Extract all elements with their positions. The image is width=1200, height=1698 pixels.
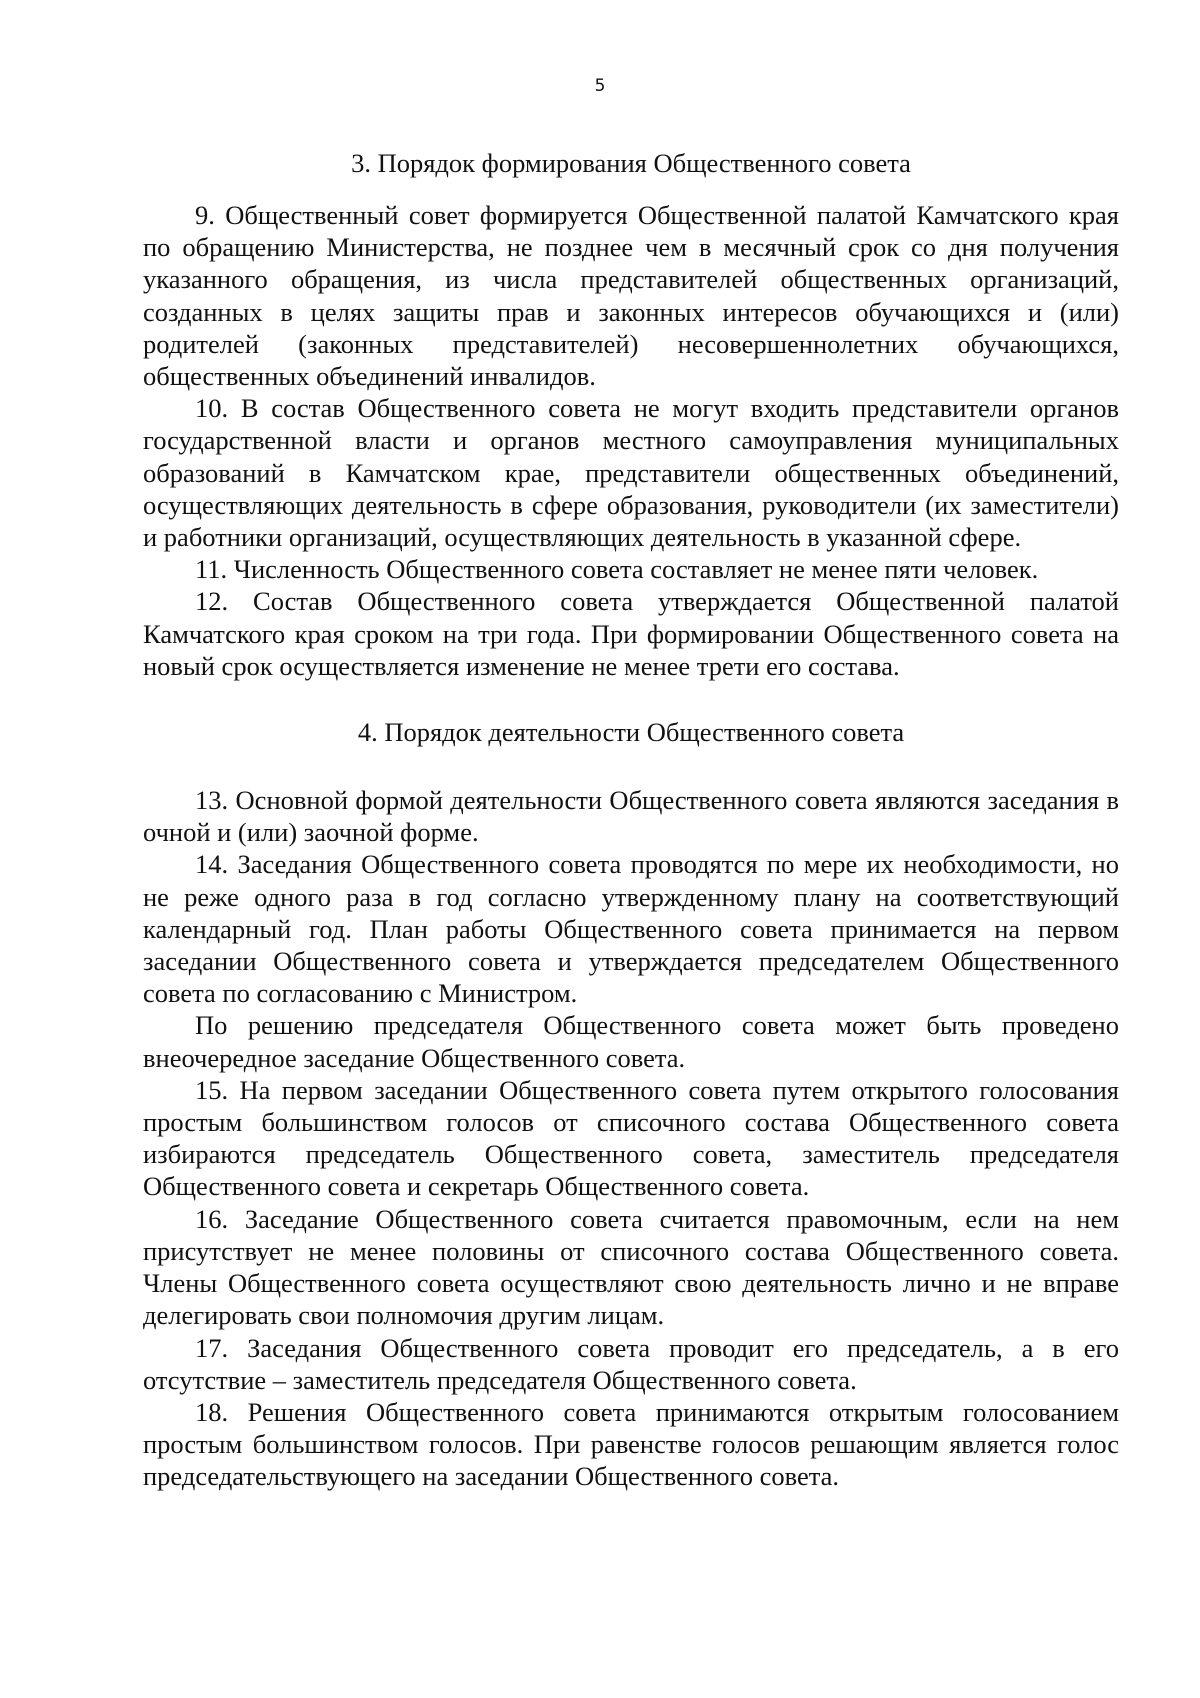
- paragraph-14-continuation: По решению председателя Общественного совета может быть проведено внеочередное заседание Общественного совета.: [143, 1010, 1119, 1073]
- document-body: [143, 147, 1119, 1493]
- paragraph-12: 12. Состав Общественного совета утверждается Общественной палатой Камчатского края сроком на три года. При формировании Общественного совета на новый срок осуществляется изменение не менее трети его состава.: [143, 586, 1119, 681]
- paragraph-15: 15. На первом заседании Общественного совета путем открытого голосования простым большинством голосов от списочного состава Общественного совета избираются председатель Общественного совета, заместитель председателя Общественного совета и секретарь Общественного совета.: [143, 1074, 1119, 1202]
- paragraph-11: 11. Численность Общественного совета составляет не менее пяти человек.: [195, 554, 1039, 585]
- section-4-heading: 4. Порядок деятельности Общественного совета: [357, 717, 905, 748]
- paragraph-18: 18. Решения Общественного совета принимаются открытым голосованием простым большинством голосов. При равенстве голосов решающим является голос председательствующего на заседании Общественного совета.: [143, 1396, 1119, 1492]
- paragraph-14: 14. Заседания Общественного совета проводятся по мере их необходимости, но не реже одного раза в год согласно утвержденному плану на соответствующий календарный год. План работы Общественного совета принимается на первом заседании Общественного совета и утверждается председателем Общественного совета по согласованию с Министром.: [143, 849, 1119, 1009]
- paragraph-16: 16. Заседание Общественного совета считается правомочным, если на нем присутствует не менее половины от списочного состава Общественного совета. Члены Общественного совета осуществляют свою деятельность лично и не вправе делегировать свои полномочия другим лицам.: [143, 1203, 1119, 1331]
- page-number: 5: [594, 76, 606, 96]
- paragraph-9: 9. Общественный совет формируется Общественной палатой Камчатского края по обращению Министерства, не позднее чем в месячный срок со дня получения указанного обращения, из числа представителей общественных организаций, созданных в целях защиты прав и законных интересов обучающихся и (или) родителей (законных представителей) несовершеннолетних обучающихся, общественных объединений инвалидов.: [143, 200, 1119, 392]
- paragraph-13: 13. Основной формой деятельности Общественного совета являются заседания в очной и (или) заочной форме.: [143, 785, 1119, 848]
- paragraph-10: 10. В состав Общественного совета не могут входить представители органов государственной власти и органов местного самоуправления муниципальных образований в Камчатском крае, представители общественных объединений, осуществляющих деятельность в сфере образования, руководители (их заместители) и работники организаций, осуществляющих деятельность в указанной сфере.: [143, 393, 1119, 553]
- paragraph-17: 17. Заседания Общественного совета проводит его председатель, а в его отсутствие – заместитель председателя Общественного совета.: [143, 1332, 1119, 1395]
- section-3-heading: 3. Порядок формирования Общественного совета: [351, 148, 911, 178]
